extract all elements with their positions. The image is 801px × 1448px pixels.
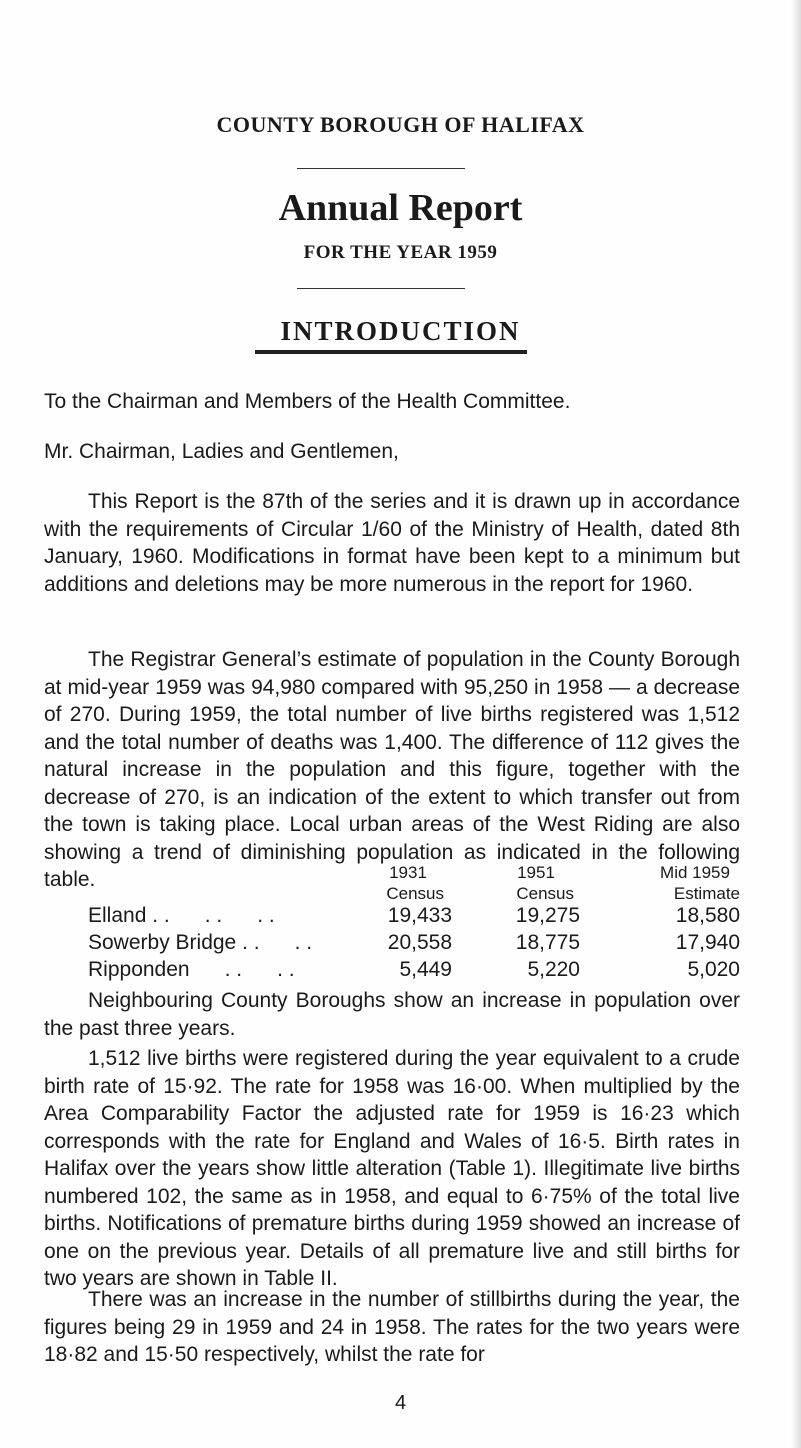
section-heading: INTRODUCTION — [280, 316, 521, 346]
value-1959: 18,580 — [675, 904, 740, 927]
report-title: Annual Report — [278, 187, 523, 229]
page-number: 4 — [394, 1392, 407, 1414]
dot-leader: . . . . — [189, 958, 295, 981]
column-header-1931-year: 1931 — [389, 863, 427, 882]
paragraph-population: The Registrar General’s estimate of population in the County Borough at mid-year 1959 was 94,980 compared with 95,250 in 1958 — a decrease of 270. During 1959, the total number of live births registered was 1,512 and the total number of deaths was 1,400. The difference of 112 gives the natural increase in the population and this figure, together with the decrease of 270, is an indication of the extent to which transfer out from the town is taking place. Local urban areas of the West Riding are also showing a trend of diminishing population as indicated in the following table. — [44, 648, 740, 891]
dot-leader: . . . . — [236, 931, 313, 954]
dot-leader: . . . . . . — [146, 904, 275, 927]
column-header-1951-year: 1951 — [517, 863, 555, 882]
paragraph-report-series: This Report is the 87th of the series and it is drawn up in accordance with the requirements of Circular 1/60 of the Ministry of Health, dated 8th January, 1960. Modifications in format have been kept to a minimum but additions and deletions may be more numerous in the report for 1960. — [44, 490, 740, 596]
value-1931: 20,558 — [387, 931, 452, 954]
salutation: Mr. Chairman, Ladies and Gentlemen, — [44, 440, 399, 463]
area-name — [88, 958, 295, 982]
value-1951: 5,220 — [527, 958, 580, 981]
column-header-1959-label: Estimate — [673, 884, 740, 903]
rule-top — [297, 168, 465, 169]
section-underline — [255, 350, 527, 354]
area-label: Sowerby Bridge — [88, 931, 237, 954]
table-row — [88, 958, 740, 986]
table-row — [88, 931, 740, 959]
value-1959: 17,940 — [675, 931, 740, 954]
value-1959: 5,020 — [687, 958, 740, 981]
area-label: Ripponden — [88, 958, 190, 981]
value-1951: 19,275 — [515, 904, 580, 927]
report-subtitle: FOR THE YEAR 1959 — [303, 242, 498, 263]
address-line: To the Chairman and Members of the Health Committee. — [44, 390, 571, 413]
value-1931: 19,433 — [387, 904, 452, 927]
rule-middle — [297, 288, 465, 289]
area-name — [88, 904, 275, 928]
paragraph-neighbouring: Neighbouring County Boroughs show an increase in population over the past three years. — [44, 989, 740, 1040]
value-1931: 5,449 — [399, 958, 452, 981]
column-header-1931 — [372, 862, 444, 904]
column-header-1951-label: Census — [516, 884, 574, 903]
column-header-1951 — [498, 862, 574, 904]
paragraph-births: 1,512 live births were registered during the year equivalent to a crude birth rate of 15·92. The rate for 1958 was 16·00. When multiplied by the Area Comparability Factor the adjusted rate for 1959 is 16·23 which corresponds with the rate for England and Wales of 16·5. Birth rates in Halifax over the years show little alteration (Table 1). Illegitimate live births numbered 102, the same as in 1958, and equal to 6·75% of the total live births. Notifications of premature births during 1959 showed an increase of one on the previous year. Details of all premature live and still births for two years are shown in Table II. — [44, 1047, 740, 1290]
council-heading: COUNTY BOROUGH OF HALIFAX — [216, 112, 585, 137]
column-header-1931-label: Census — [386, 884, 444, 903]
table-row — [88, 904, 740, 932]
column-header-1959 — [650, 862, 740, 904]
area-label: Elland — [88, 904, 147, 927]
area-name — [88, 931, 312, 955]
column-header-1959-year: Mid 1959 — [660, 863, 730, 882]
paragraph-stillbirths: There was an increase in the number of stillbirths during the year, the figures being 29 in 1959 and 24 in 1958. The rates for the two years were 18·82 and 15·50 respectively, whilst the rate for — [44, 1288, 740, 1366]
value-1951: 18,775 — [515, 931, 580, 954]
